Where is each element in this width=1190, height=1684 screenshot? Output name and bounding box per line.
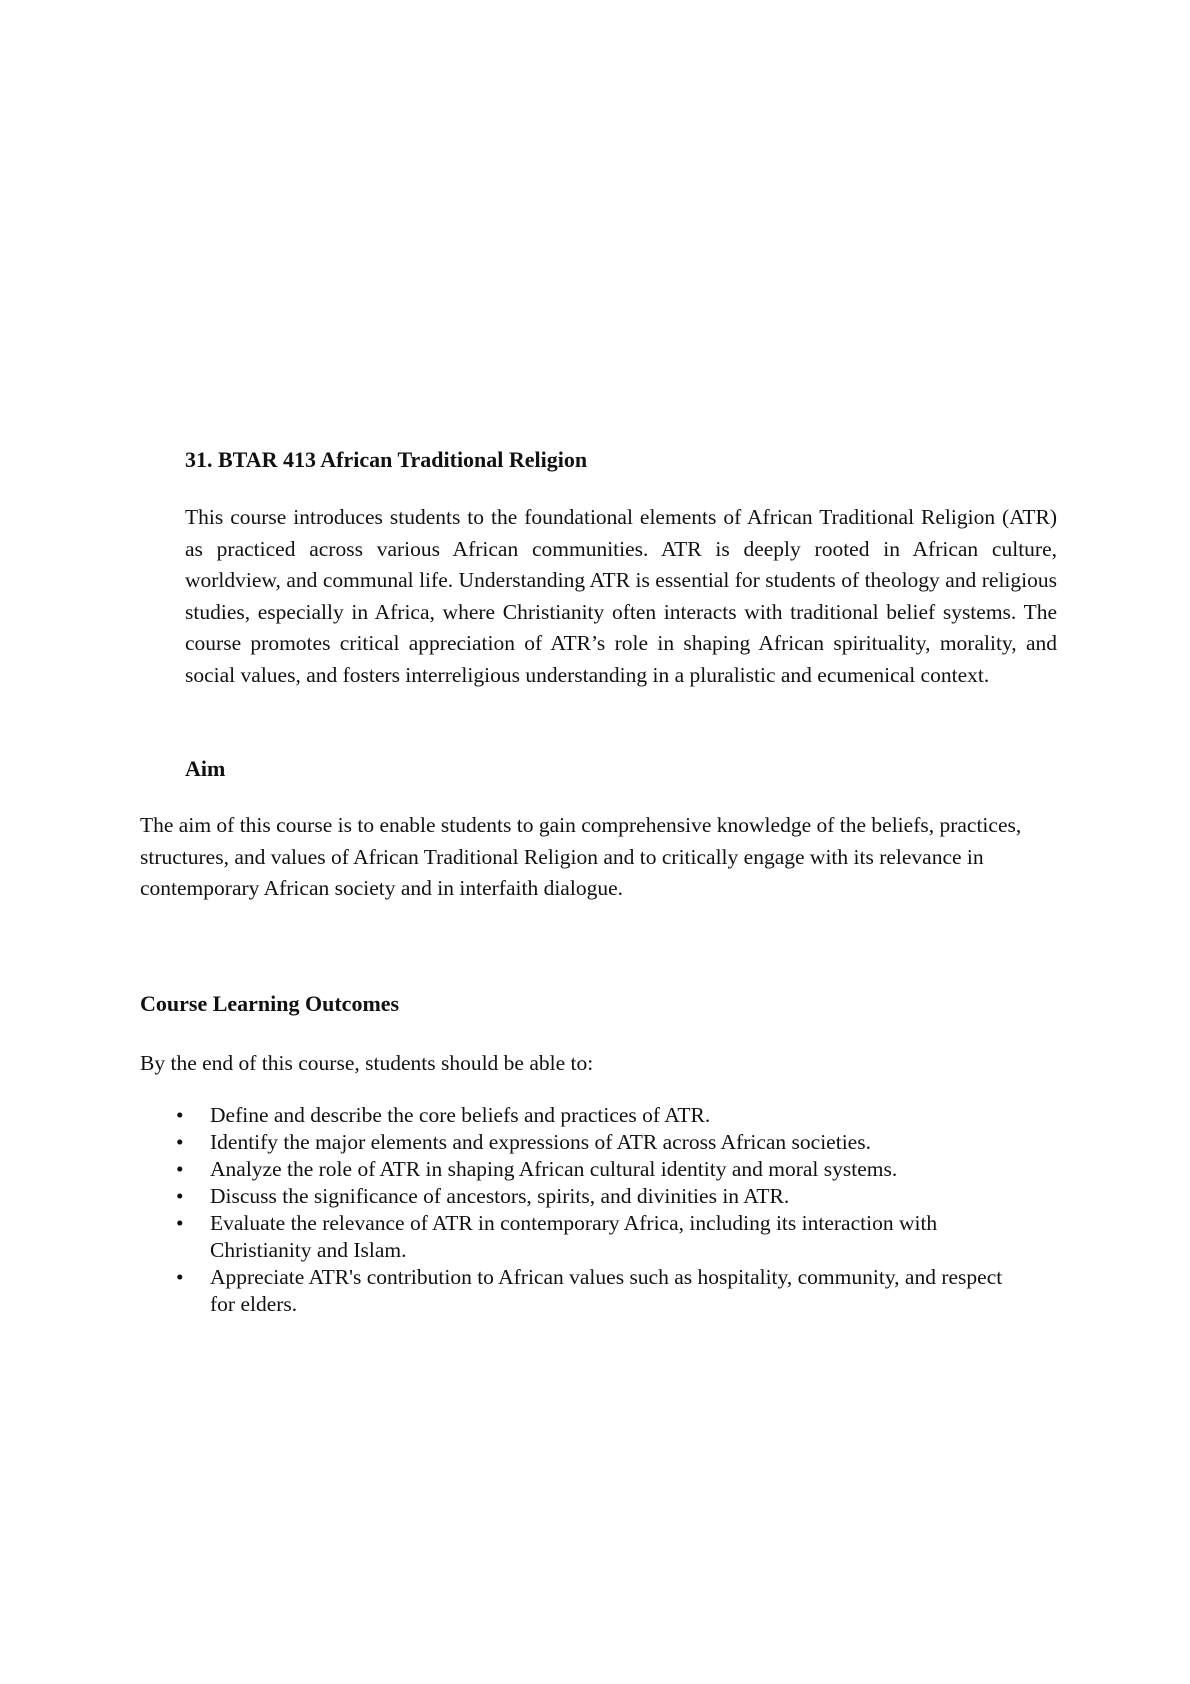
list-item (176, 1264, 1016, 1318)
bullet-icon: • (176, 1265, 184, 1289)
aim-heading: Aim (185, 756, 226, 781)
list-item (176, 1102, 1016, 1129)
bullet-icon: • (176, 1184, 184, 1208)
intro-paragraph: This course introduces students to the foundational elements of African Traditional Religion (ATR) as practiced across various African communities. ATR is deeply rooted in African culture, worldview, and communal life. Understanding ATR is essential for students of theology and religious studies, especially in Africa, where Christianity often interacts with traditional belief systems. The course promotes critical appreciation of ATR’s role in shaping African spirituality, morality, and social values, and fosters interreligious understanding in a pluralistic and ecumenical context. (185, 505, 1057, 687)
course-title: 31. BTAR 413 African Traditional Religion (185, 447, 588, 472)
outcome-text: Discuss the significance of ancestors, spirits, and divinities in ATR. (210, 1184, 790, 1208)
outcomes-intro: By the end of this course, students should be able to: (140, 1051, 594, 1075)
list-item (176, 1156, 1016, 1183)
bullet-icon: • (176, 1130, 184, 1154)
outcome-text: Identify the major elements and expressions of ATR across African societies. (210, 1130, 871, 1154)
outcome-text: Define and describe the core beliefs and practices of ATR. (210, 1103, 711, 1127)
outcome-text: Appreciate ATR's contribution to African values such as hospitality, community, and respect for elders. (210, 1265, 1003, 1316)
bullet-icon: • (176, 1157, 184, 1181)
outcome-text: Evaluate the relevance of ATR in contemporary Africa, including its interaction with Christianity and Islam. (210, 1211, 938, 1262)
bullet-icon: • (176, 1211, 184, 1235)
list-item (176, 1129, 1016, 1156)
outcome-text: Analyze the role of ATR in shaping African cultural identity and moral systems. (210, 1157, 898, 1181)
bullet-icon: • (176, 1103, 184, 1127)
outcomes-heading: Course Learning Outcomes (140, 991, 400, 1016)
aim-paragraph: The aim of this course is to enable students to gain comprehensive knowledge of the beliefs, practices, structures, and values of African Traditional Religion and to critically engage with its relevance in contemporary African society and in interfaith dialogue. (140, 813, 1022, 900)
outcomes-list (176, 1102, 1016, 1318)
list-item (176, 1183, 1016, 1210)
list-item (176, 1210, 1016, 1264)
